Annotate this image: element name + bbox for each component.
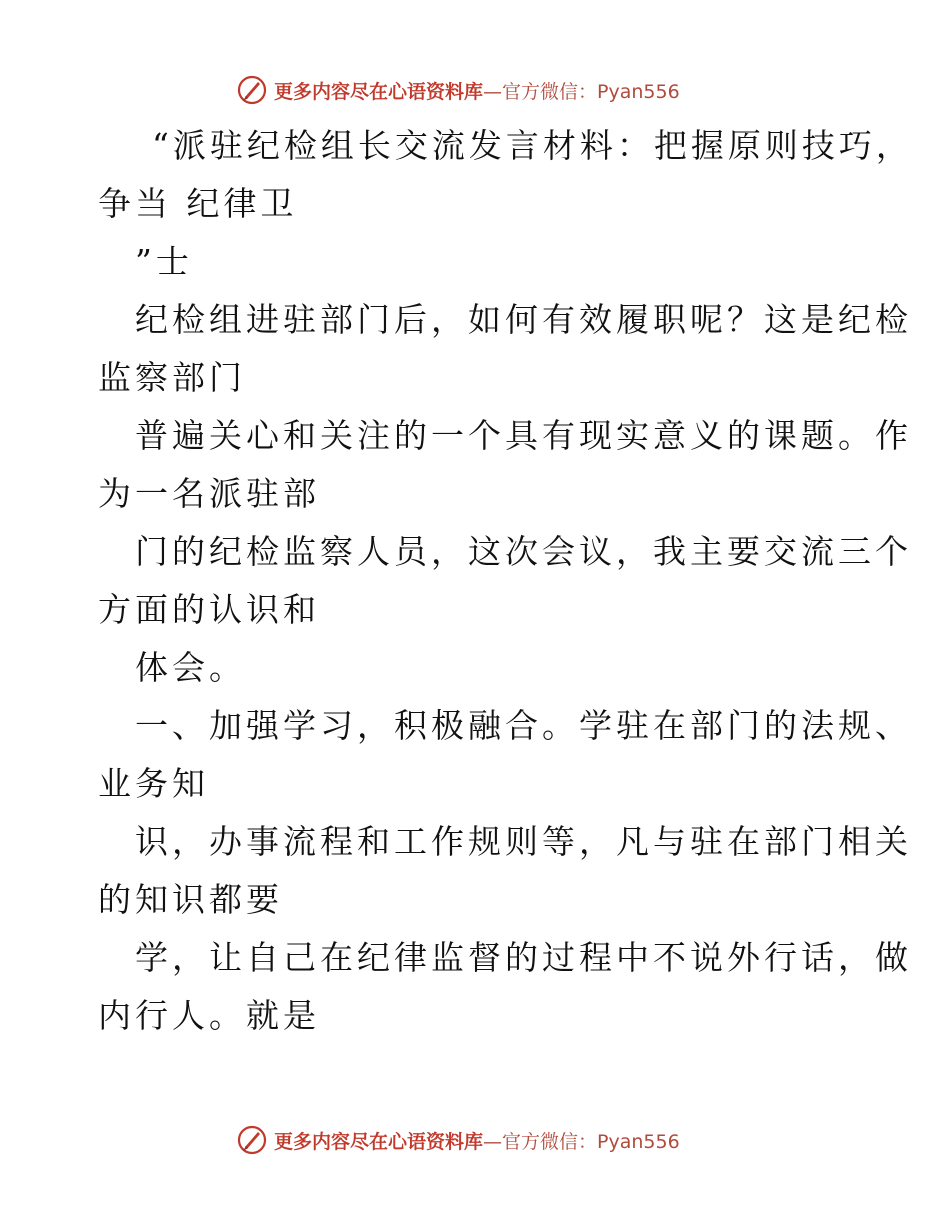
banner-wechat-label: 官方微信： xyxy=(502,1130,598,1153)
paragraph-line: 的知识都要 xyxy=(98,880,283,919)
title-line-2: 争当 纪律卫 xyxy=(98,184,298,223)
quill-pen-logo-icon xyxy=(236,1124,268,1156)
section-heading-line: 一、加强学习，积极融合。学驻在部门的法规、 xyxy=(135,706,912,745)
paragraph-line: 学，让自己在纪律监督的过程中不说外行话，做 xyxy=(135,938,912,977)
title-line-1: “派驻纪检组长交流发言材料：把握原则技巧， xyxy=(152,126,913,165)
banner-wechat-id: Pyan556 xyxy=(597,80,680,103)
paragraph-line: 监察部门 xyxy=(98,358,246,397)
paragraph-line: 为一名派驻部 xyxy=(98,474,320,513)
paragraph-line: 识，办事流程和工作规则等，凡与驻在部门相关 xyxy=(135,822,912,861)
paragraph-line: 纪检组进驻部门后，如何有效履职呢？这是纪检 xyxy=(135,300,912,339)
paragraph-line: 体会。 xyxy=(135,648,246,687)
header-banner xyxy=(236,72,680,108)
banner-brand: 更多内容尽在心语资料库 xyxy=(274,80,484,103)
paragraph-line: 门的纪检监察人员，这次会议，我主要交流三个 xyxy=(135,532,912,571)
paragraph-line: 业务知 xyxy=(98,764,209,803)
paragraph-line: 方面的认识和 xyxy=(98,590,320,629)
banner-brand: 更多内容尽在心语资料库 xyxy=(274,1130,484,1153)
paragraph-line: 普遍关心和关注的一个具有现实意义的课题。作 xyxy=(135,416,912,455)
banner-separator: — xyxy=(483,80,503,103)
banner-wechat-id: Pyan556 xyxy=(597,1130,680,1153)
document-body xyxy=(98,117,913,1045)
title-line-3: ”士 xyxy=(135,242,193,281)
banner-wechat-label: 官方微信： xyxy=(502,80,598,103)
footer-banner xyxy=(236,1122,680,1158)
paragraph-line: 内行人。就是 xyxy=(98,996,320,1035)
banner-separator: — xyxy=(483,1130,503,1153)
quill-pen-logo-icon xyxy=(236,74,268,106)
